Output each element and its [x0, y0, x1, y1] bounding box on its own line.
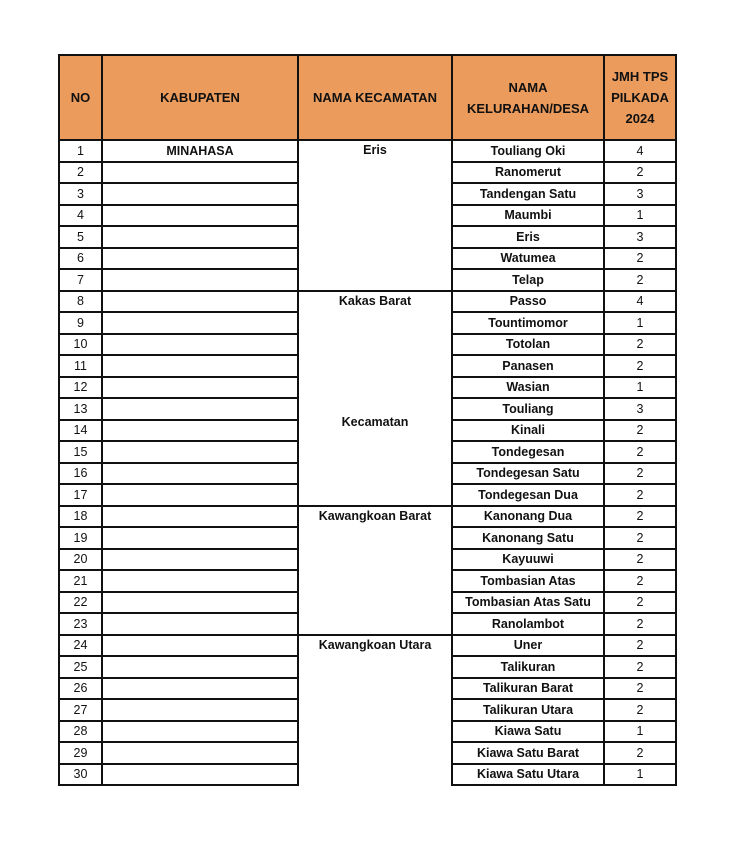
- cell-desa: Tondegesan Dua: [452, 484, 604, 506]
- header-desa: [452, 55, 604, 140]
- cell-desa: Talikuran Utara: [452, 699, 604, 721]
- cell-tps-count: 4: [604, 140, 676, 162]
- cell-tps-count: 2: [604, 269, 676, 291]
- cell-tps-count: 2: [604, 592, 676, 614]
- cell-tps-count: 2: [604, 334, 676, 356]
- cell-kecamatan: [298, 291, 452, 506]
- cell-tps-count: 2: [604, 355, 676, 377]
- header-tps-line1: JMH TPS: [611, 69, 669, 84]
- cell-desa: Touliang Oki: [452, 140, 604, 162]
- cell-no: 28: [59, 721, 102, 743]
- cell-kabupaten: [102, 226, 298, 248]
- kecamatan-label: Kawangkoan Barat: [318, 508, 432, 523]
- cell-no: 23: [59, 613, 102, 635]
- cell-no: 7: [59, 269, 102, 291]
- cell-no: 2: [59, 162, 102, 184]
- cell-desa: Wasian: [452, 377, 604, 399]
- cell-desa: Watumea: [452, 248, 604, 270]
- cell-tps-count: 2: [604, 549, 676, 571]
- cell-no: 17: [59, 484, 102, 506]
- cell-kabupaten: [102, 398, 298, 420]
- cell-kabupaten: [102, 355, 298, 377]
- cell-no: 11: [59, 355, 102, 377]
- cell-desa: Maumbi: [452, 205, 604, 227]
- cell-kabupaten: [102, 441, 298, 463]
- cell-tps-count: 2: [604, 678, 676, 700]
- cell-tps-count: 2: [604, 613, 676, 635]
- table-row: [59, 140, 676, 162]
- cell-desa: Kanonang Satu: [452, 527, 604, 549]
- cell-kabupaten: [102, 699, 298, 721]
- cell-kecamatan: [298, 506, 452, 635]
- cell-no: 24: [59, 635, 102, 657]
- cell-kabupaten: [102, 635, 298, 657]
- cell-tps-count: 1: [604, 764, 676, 786]
- cell-tps-count: 3: [604, 398, 676, 420]
- header-kecamatan: NAMA KECAMATAN: [298, 55, 452, 140]
- cell-kabupaten: [102, 205, 298, 227]
- tps-table-container: [58, 54, 677, 786]
- cell-kabupaten: [102, 183, 298, 205]
- cell-desa: Kayuuwi: [452, 549, 604, 571]
- cell-tps-count: 1: [604, 721, 676, 743]
- cell-kabupaten: [102, 613, 298, 635]
- cell-desa: Kiawa Satu: [452, 721, 604, 743]
- header-tps: [604, 55, 676, 140]
- header-desa-line2: KELURAHAN/DESA: [466, 100, 590, 116]
- cell-tps-count: 3: [604, 183, 676, 205]
- cell-kabupaten: [102, 162, 298, 184]
- tps-table: [58, 54, 677, 786]
- cell-tps-count: 2: [604, 420, 676, 442]
- cell-desa: Ranolambot: [452, 613, 604, 635]
- cell-tps-count: 2: [604, 162, 676, 184]
- cell-kabupaten: [102, 312, 298, 334]
- cell-tps-count: 2: [604, 463, 676, 485]
- cell-kabupaten: [102, 420, 298, 442]
- cell-desa: Tountimomor: [452, 312, 604, 334]
- header-no: NO: [59, 55, 102, 140]
- table-row: [59, 506, 676, 528]
- cell-kecamatan: [298, 140, 452, 291]
- cell-desa: Kinali: [452, 420, 604, 442]
- cell-no: 22: [59, 592, 102, 614]
- cell-no: 4: [59, 205, 102, 227]
- cell-kabupaten: [102, 764, 298, 786]
- cell-tps-count: 2: [604, 656, 676, 678]
- header-row: [59, 55, 676, 140]
- cell-no: 30: [59, 764, 102, 786]
- cell-desa: Passo: [452, 291, 604, 313]
- cell-desa: Touliang: [452, 398, 604, 420]
- cell-desa: Kiawa Satu Barat: [452, 742, 604, 764]
- cell-desa: Tandengan Satu: [452, 183, 604, 205]
- header-kabupaten: KABUPATEN: [102, 55, 298, 140]
- cell-no: 14: [59, 420, 102, 442]
- cell-desa: Tombasian Atas Satu: [452, 592, 604, 614]
- cell-no: 3: [59, 183, 102, 205]
- cell-tps-count: 2: [604, 484, 676, 506]
- cell-kabupaten: [102, 678, 298, 700]
- cell-tps-count: 1: [604, 312, 676, 334]
- cell-no: 27: [59, 699, 102, 721]
- cell-no: 21: [59, 570, 102, 592]
- cell-no: 5: [59, 226, 102, 248]
- cell-tps-count: 4: [604, 291, 676, 313]
- cell-desa: Totolan: [452, 334, 604, 356]
- cell-kabupaten: [102, 334, 298, 356]
- cell-desa: Uner: [452, 635, 604, 657]
- cell-no: 16: [59, 463, 102, 485]
- cell-desa: Panasen: [452, 355, 604, 377]
- cell-kecamatan: [298, 635, 452, 786]
- kecamatan-label: Kawangkoan Utara: [318, 637, 432, 652]
- cell-no: 9: [59, 312, 102, 334]
- cell-no: 18: [59, 506, 102, 528]
- cell-kabupaten: [102, 549, 298, 571]
- cell-desa: Tondegesan: [452, 441, 604, 463]
- cell-tps-count: 1: [604, 377, 676, 399]
- cell-no: 26: [59, 678, 102, 700]
- table-row: [59, 291, 676, 313]
- cell-kabupaten: [102, 592, 298, 614]
- cell-tps-count: 3: [604, 226, 676, 248]
- header-tps-line2: PILKADA: [611, 90, 669, 105]
- cell-desa: Talikuran: [452, 656, 604, 678]
- cell-no: 10: [59, 334, 102, 356]
- kecamatan-label: Kakas Barat: [338, 293, 412, 308]
- cell-desa: Kanonang Dua: [452, 506, 604, 528]
- cell-tps-count: 2: [604, 742, 676, 764]
- cell-desa: Talikuran Barat: [452, 678, 604, 700]
- cell-no: 29: [59, 742, 102, 764]
- kecamatan-sublabel: Kecamatan: [341, 414, 409, 429]
- cell-desa: Eris: [452, 226, 604, 248]
- cell-tps-count: 2: [604, 699, 676, 721]
- cell-no: 6: [59, 248, 102, 270]
- kecamatan-label: Eris: [363, 143, 387, 157]
- cell-kabupaten: MINAHASA: [102, 140, 298, 162]
- header-tps-line3: 2024: [625, 111, 655, 126]
- cell-tps-count: 2: [604, 441, 676, 463]
- cell-no: 12: [59, 377, 102, 399]
- cell-desa: Kiawa Satu Utara: [452, 764, 604, 786]
- cell-no: 20: [59, 549, 102, 571]
- cell-tps-count: 2: [604, 635, 676, 657]
- cell-kabupaten: [102, 721, 298, 743]
- cell-desa: Telap: [452, 269, 604, 291]
- cell-tps-count: 2: [604, 248, 676, 270]
- cell-tps-count: 2: [604, 527, 676, 549]
- cell-no: 19: [59, 527, 102, 549]
- table-body: [59, 140, 676, 785]
- cell-no: 25: [59, 656, 102, 678]
- cell-tps-count: 1: [604, 205, 676, 227]
- table-row: [59, 635, 676, 657]
- cell-kabupaten: [102, 463, 298, 485]
- cell-kabupaten: [102, 248, 298, 270]
- cell-kabupaten: [102, 656, 298, 678]
- cell-kabupaten: [102, 377, 298, 399]
- cell-desa: Tombasian Atas: [452, 570, 604, 592]
- cell-kabupaten: [102, 742, 298, 764]
- cell-kabupaten: [102, 291, 298, 313]
- cell-kabupaten: [102, 506, 298, 528]
- cell-tps-count: 2: [604, 570, 676, 592]
- cell-kabupaten: [102, 269, 298, 291]
- header-desa-line1: NAMA: [508, 79, 548, 95]
- cell-kabupaten: [102, 570, 298, 592]
- cell-no: 13: [59, 398, 102, 420]
- cell-desa: Ranomerut: [452, 162, 604, 184]
- cell-no: 15: [59, 441, 102, 463]
- cell-desa: Tondegesan Satu: [452, 463, 604, 485]
- cell-no: 8: [59, 291, 102, 313]
- cell-tps-count: 2: [604, 506, 676, 528]
- cell-no: 1: [59, 140, 102, 162]
- cell-kabupaten: [102, 484, 298, 506]
- cell-kabupaten: [102, 527, 298, 549]
